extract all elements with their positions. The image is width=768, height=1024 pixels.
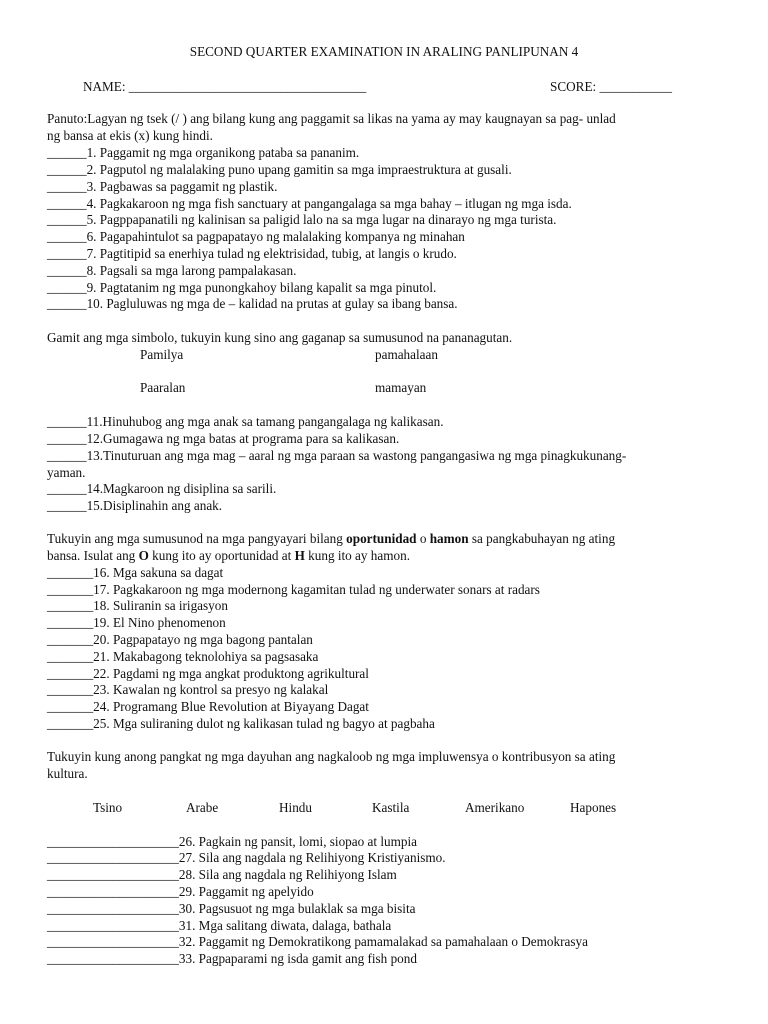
section3-instructions: Tukuyin ang mga sumusunod na mga pangyayari bilang oportunidad o hamon sa pangkabuhayan ng ating: [47, 531, 616, 546]
question-item: _______18. Suliranin sa irigasyon: [47, 598, 228, 613]
section3-instructions-cont: bansa. Isulat ang O kung ito ay oportunidad at H kung ito ay hamon.: [47, 548, 410, 563]
choice-label: Hapones: [570, 800, 617, 815]
question-item: _______20. Pagpapatayo ng mga bagong pantalan: [47, 632, 313, 647]
question-item: ______9. Pagtatanim ng mga punongkahoy bilang kapalit sa mga pinutol.: [47, 280, 437, 295]
question-item: _______23. Kawalan ng kontrol sa presyo ng kalakal: [47, 682, 329, 697]
choice-label: Tsino: [93, 800, 123, 815]
section1-instructions-cont: ng bansa at ekis (x) kung hindi.: [47, 128, 213, 143]
question-item: _______19. El Nino phenomenon: [47, 615, 226, 630]
choice-label: Hindu: [279, 800, 312, 815]
section4-instructions: Tukuyin kung anong pangkat ng mga dayuhan ang nagkaloob ng mga impluwensya o kontribusyon sa ating: [47, 749, 616, 764]
question-item: ______7. Pagtitipid sa enerhiya tulad ng elektrisidad, tubig, at langis o krudo.: [47, 246, 457, 261]
question-item: ______4. Pagkakaroon ng mga fish sanctuary at pangangalaga sa mga bahay – itlugan ng mga isda.: [47, 196, 572, 211]
question-item: ______10. Pagluluwas ng mga de – kalidad na prutas at gulay sa ibang bansa.: [47, 296, 458, 311]
page-title: SECOND QUARTER EXAMINATION IN ARALING PANLIPUNAN 4: [189, 44, 579, 59]
question-item: ______14.Magkaroon ng disiplina sa sarili.: [47, 481, 277, 496]
question-item: _______25. Mga suliraning dulot ng kalikasan tulad ng bagyo at pagbaha: [47, 716, 435, 731]
question-item: ____________________31. Mga salitang diwata, dalaga, bathala: [47, 918, 392, 933]
choice-label: mamayan: [375, 380, 427, 395]
section1-instructions: Panuto:Lagyan ng tsek (/ ) ang bilang kung ang paggamit sa likas na yama ay may kaugnayan sa pag- unlad: [47, 111, 616, 126]
question-item: _______22. Pagdami ng mga angkat produktong agrikultural: [47, 666, 369, 681]
choice-label: pamahalaan: [375, 347, 438, 362]
question-item: ______5. Pagppapanatili ng kalinisan sa paligid lalo na sa mga lugar na dinarayo ng mga turista.: [47, 212, 557, 227]
choice-label: Kastila: [372, 800, 410, 815]
question-item: ____________________32. Paggamit ng Demokratikong pamamalakad sa pamahalaan o Demokrasya: [47, 934, 588, 949]
question-item-cont: yaman.: [47, 465, 86, 480]
question-item: ____________________27. Sila ang nagdala ng Relihiyong Kristiyanismo.: [47, 850, 446, 865]
keyword-o: O: [138, 548, 149, 563]
question-item: ______15.Disiplinahin ang anak.: [47, 498, 223, 513]
score-field-label: SCORE: ___________: [550, 79, 672, 94]
choice-label: Amerikano: [465, 800, 525, 815]
question-item: ______13.Tinuturuan ang mga mag – aaral ng mga paraan sa wastong pangangasiwa ng mga pinagkukunang-: [47, 448, 627, 463]
question-item: ____________________28. Sila ang nagdala ng Relihiyong Islam: [47, 867, 397, 882]
choice-label: Pamilya: [140, 347, 184, 362]
question-item: _______16. Mga sakuna sa dagat: [47, 565, 224, 580]
keyword-oportunidad: oportunidad: [346, 531, 417, 546]
question-item: ____________________26. Pagkain ng pansit, lomi, siopao at lumpia: [47, 834, 417, 849]
question-item: ______3. Pagbawas sa paggamit ng plastik.: [47, 179, 278, 194]
choice-label: Arabe: [186, 800, 219, 815]
question-item: ______1. Paggamit ng mga organikong pataba sa pananim.: [47, 145, 360, 160]
question-item: _______17. Pagkakaroon ng mga modernong kagamitan tulad ng underwater sonars at radars: [47, 582, 540, 597]
question-item: ______8. Pagsali sa mga larong pampalakasan.: [47, 263, 297, 278]
keyword-h: H: [294, 548, 305, 563]
question-item: ______11.Hinuhubog ang mga anak sa tamang pangangalaga ng kalikasan.: [47, 414, 444, 429]
question-item: _______21. Makabagong teknolohiya sa pagsasaka: [47, 649, 319, 664]
question-item: ____________________30. Pagsusuot ng mga bulaklak sa mga bisita: [47, 901, 416, 916]
question-item: ____________________33. Pagpaparami ng isda gamit ang fish pond: [47, 951, 417, 966]
question-item: _______24. Programang Blue Revolution at Biyayang Dagat: [47, 699, 369, 714]
question-item: ______6. Pagapahintulot sa pagpapatayo ng malalaking kompanya ng minahan: [47, 229, 465, 244]
question-item: ____________________29. Paggamit ng apelyido: [47, 884, 314, 899]
keyword-hamon: hamon: [429, 531, 469, 546]
question-item: ______2. Pagputol ng malalaking puno upang gamitin sa mga impraestruktura at gusali.: [47, 162, 512, 177]
section4-instructions-cont: kultura.: [47, 766, 88, 781]
choice-label: Paaralan: [140, 380, 186, 395]
question-item: ______12.Gumagawa ng mga batas at programa para sa kalikasan.: [47, 431, 400, 446]
section2-instructions: Gamit ang mga simbolo, tukuyin kung sino ang gaganap sa sumusunod na pananagutan.: [47, 330, 513, 345]
name-field-label: NAME: ____________________________________: [83, 79, 367, 94]
